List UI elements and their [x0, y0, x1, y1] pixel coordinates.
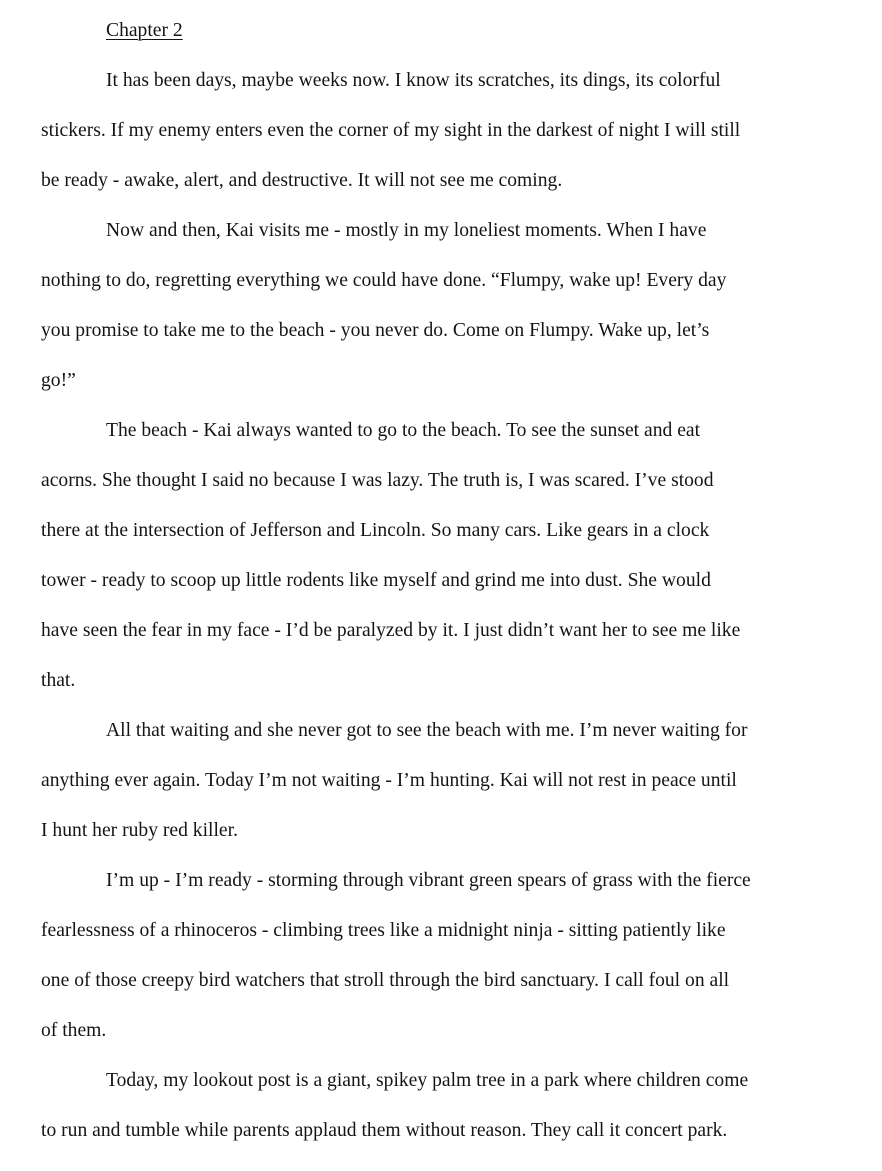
text-line: there at the intersection of Jefferson and Lincoln. So many cars. Like gears in a clock: [41, 520, 710, 541]
text-line: I’m up - I’m ready - storming through vibrant green spears of grass with the fierce: [106, 870, 751, 891]
text-line: fearlessness of a rhinoceros - climbing trees like a midnight ninja - sitting patiently like: [41, 920, 726, 941]
text-line: of them.: [41, 1020, 107, 1041]
text-line: anything ever again. Today I’m not waiting - I’m hunting. Kai will not rest in peace until: [41, 770, 737, 791]
text-line: one of those creepy bird watchers that stroll through the bird sanctuary. I call foul on all: [41, 970, 730, 991]
chapter-heading: Chapter 2: [106, 20, 183, 41]
text-line: The beach - Kai always wanted to go to the beach. To see the sunset and eat: [106, 420, 701, 441]
text-line: All that waiting and she never got to see the beach with me. I’m never waiting for: [106, 720, 748, 741]
text-line: you promise to take me to the beach - you never do. Come on Flumpy. Wake up, let’s: [41, 320, 710, 341]
text-line: that.: [41, 670, 76, 691]
text-line: to run and tumble while parents applaud them without reason. They call it concert park.: [41, 1120, 728, 1141]
text-line: Today, my lookout post is a giant, spikey palm tree in a park where children come: [106, 1070, 749, 1091]
text-line: go!”: [41, 370, 76, 391]
text-line: I hunt her ruby red killer.: [41, 820, 238, 841]
text-line: acorns. She thought I said no because I was lazy. The truth is, I was scared. I’ve stood: [41, 470, 714, 491]
text-line: stickers. If my enemy enters even the corner of my sight in the darkest of night I will still: [41, 120, 741, 141]
text-line: It has been days, maybe weeks now. I know its scratches, its dings, its colorful: [106, 70, 721, 91]
text-line: be ready - awake, alert, and destructive. It will not see me coming.: [41, 170, 563, 191]
text-line: have seen the fear in my face - I’d be paralyzed by it. I just didn’t want her to see me like: [41, 620, 741, 641]
text-line: Now and then, Kai visits me - mostly in my loneliest moments. When I have: [106, 220, 707, 241]
text-line: tower - ready to scoop up little rodents like myself and grind me into dust. She would: [41, 570, 711, 591]
text-line: nothing to do, regretting everything we could have done. “Flumpy, wake up! Every day: [41, 270, 727, 291]
chapter-body-text: [41, 66, 841, 1166]
